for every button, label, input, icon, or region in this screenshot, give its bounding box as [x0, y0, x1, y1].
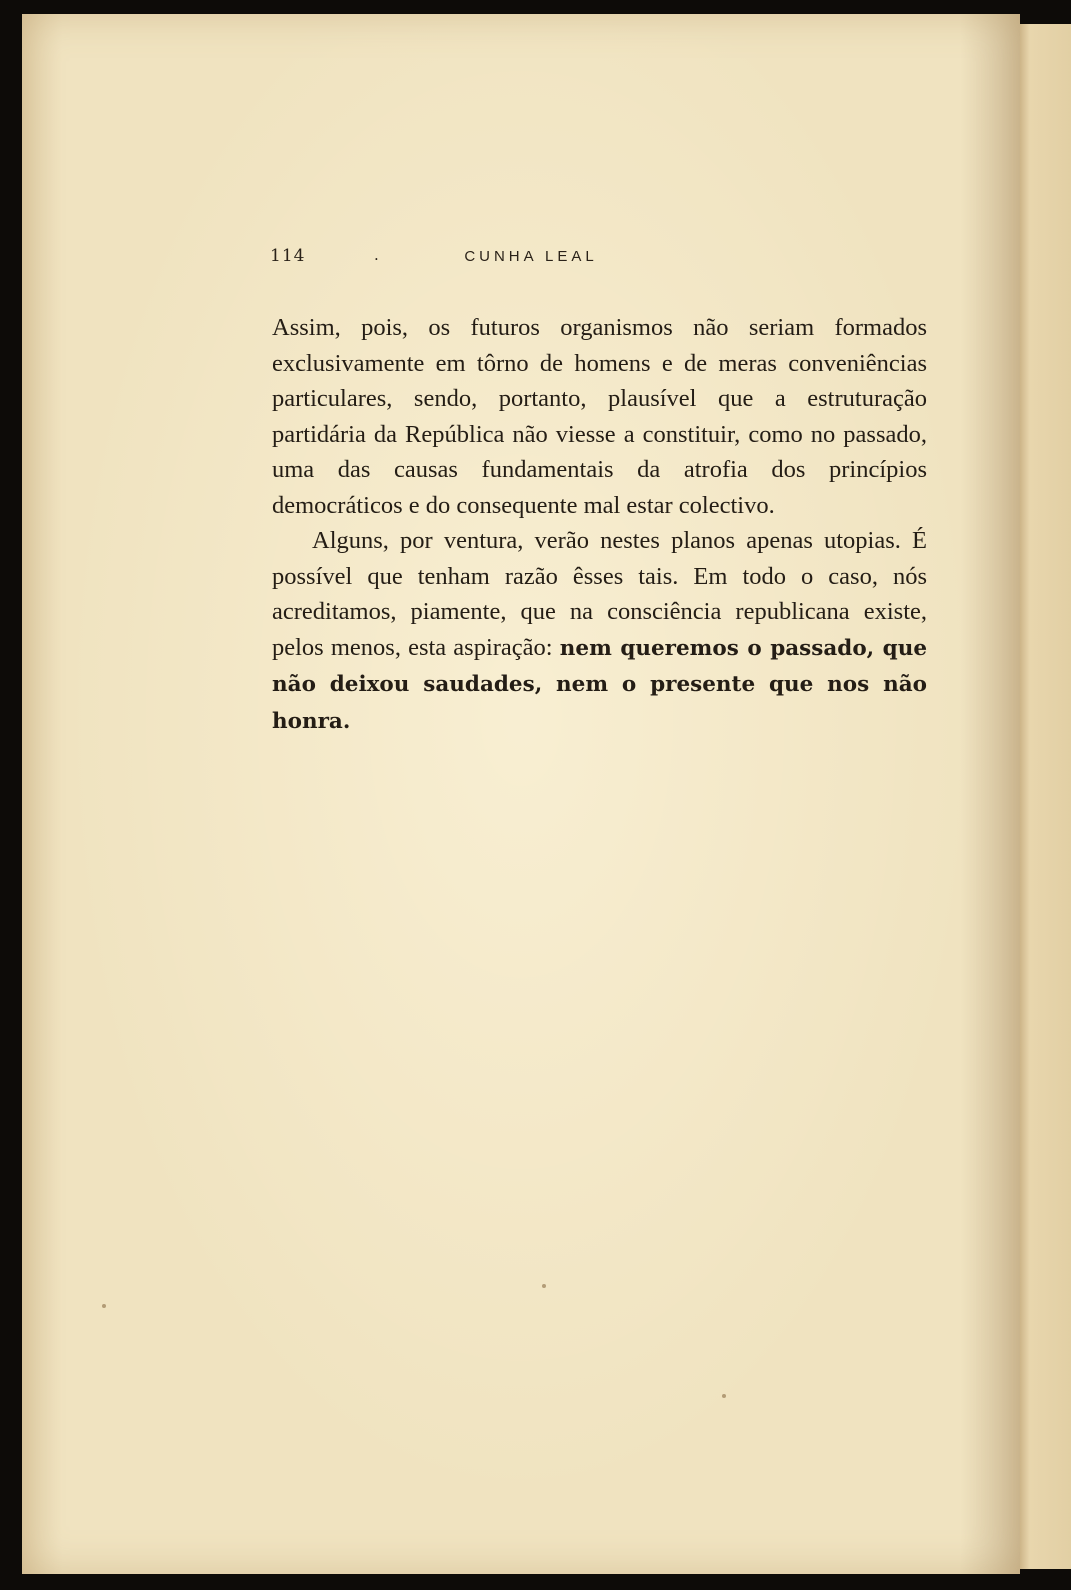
page-header	[22, 246, 1020, 270]
book-page	[22, 14, 1020, 1574]
page-number: 114	[270, 246, 306, 266]
paper-speck	[102, 1304, 106, 1308]
paragraph-2-text: Alguns, por ventura, verão nestes planos apenas utopias. É possível que tenham razão êsses tais. Em todo o caso, nós acreditamos, piamente, que na consciência republicana existe, pelos menos, esta aspiração:	[272, 527, 927, 661]
paragraph-1: Assim, pois, os futuros organismos não seriam formados exclusivamente em tôrno de homens e de meras conveniências particulares, sendo, portanto, plausível que a estruturação partidária da República não viesse a constituir, como no passado, uma das causas fundamentais da atrofia dos princípios democráticos e do consequente mal estar colectivo.	[272, 314, 927, 519]
running-head: CUNHA LEAL	[464, 248, 598, 265]
paragraph-2-emphasis: nem queremos o passado, que não deixou saudades, nem o presente que nos não honra.	[272, 635, 928, 734]
body-text	[272, 310, 927, 739]
header-dot: .	[374, 246, 379, 264]
adjacent-page-edge	[1012, 24, 1071, 1569]
paper-speck	[542, 1284, 546, 1288]
paper-speck	[722, 1394, 726, 1398]
paragraph-2	[272, 523, 927, 739]
